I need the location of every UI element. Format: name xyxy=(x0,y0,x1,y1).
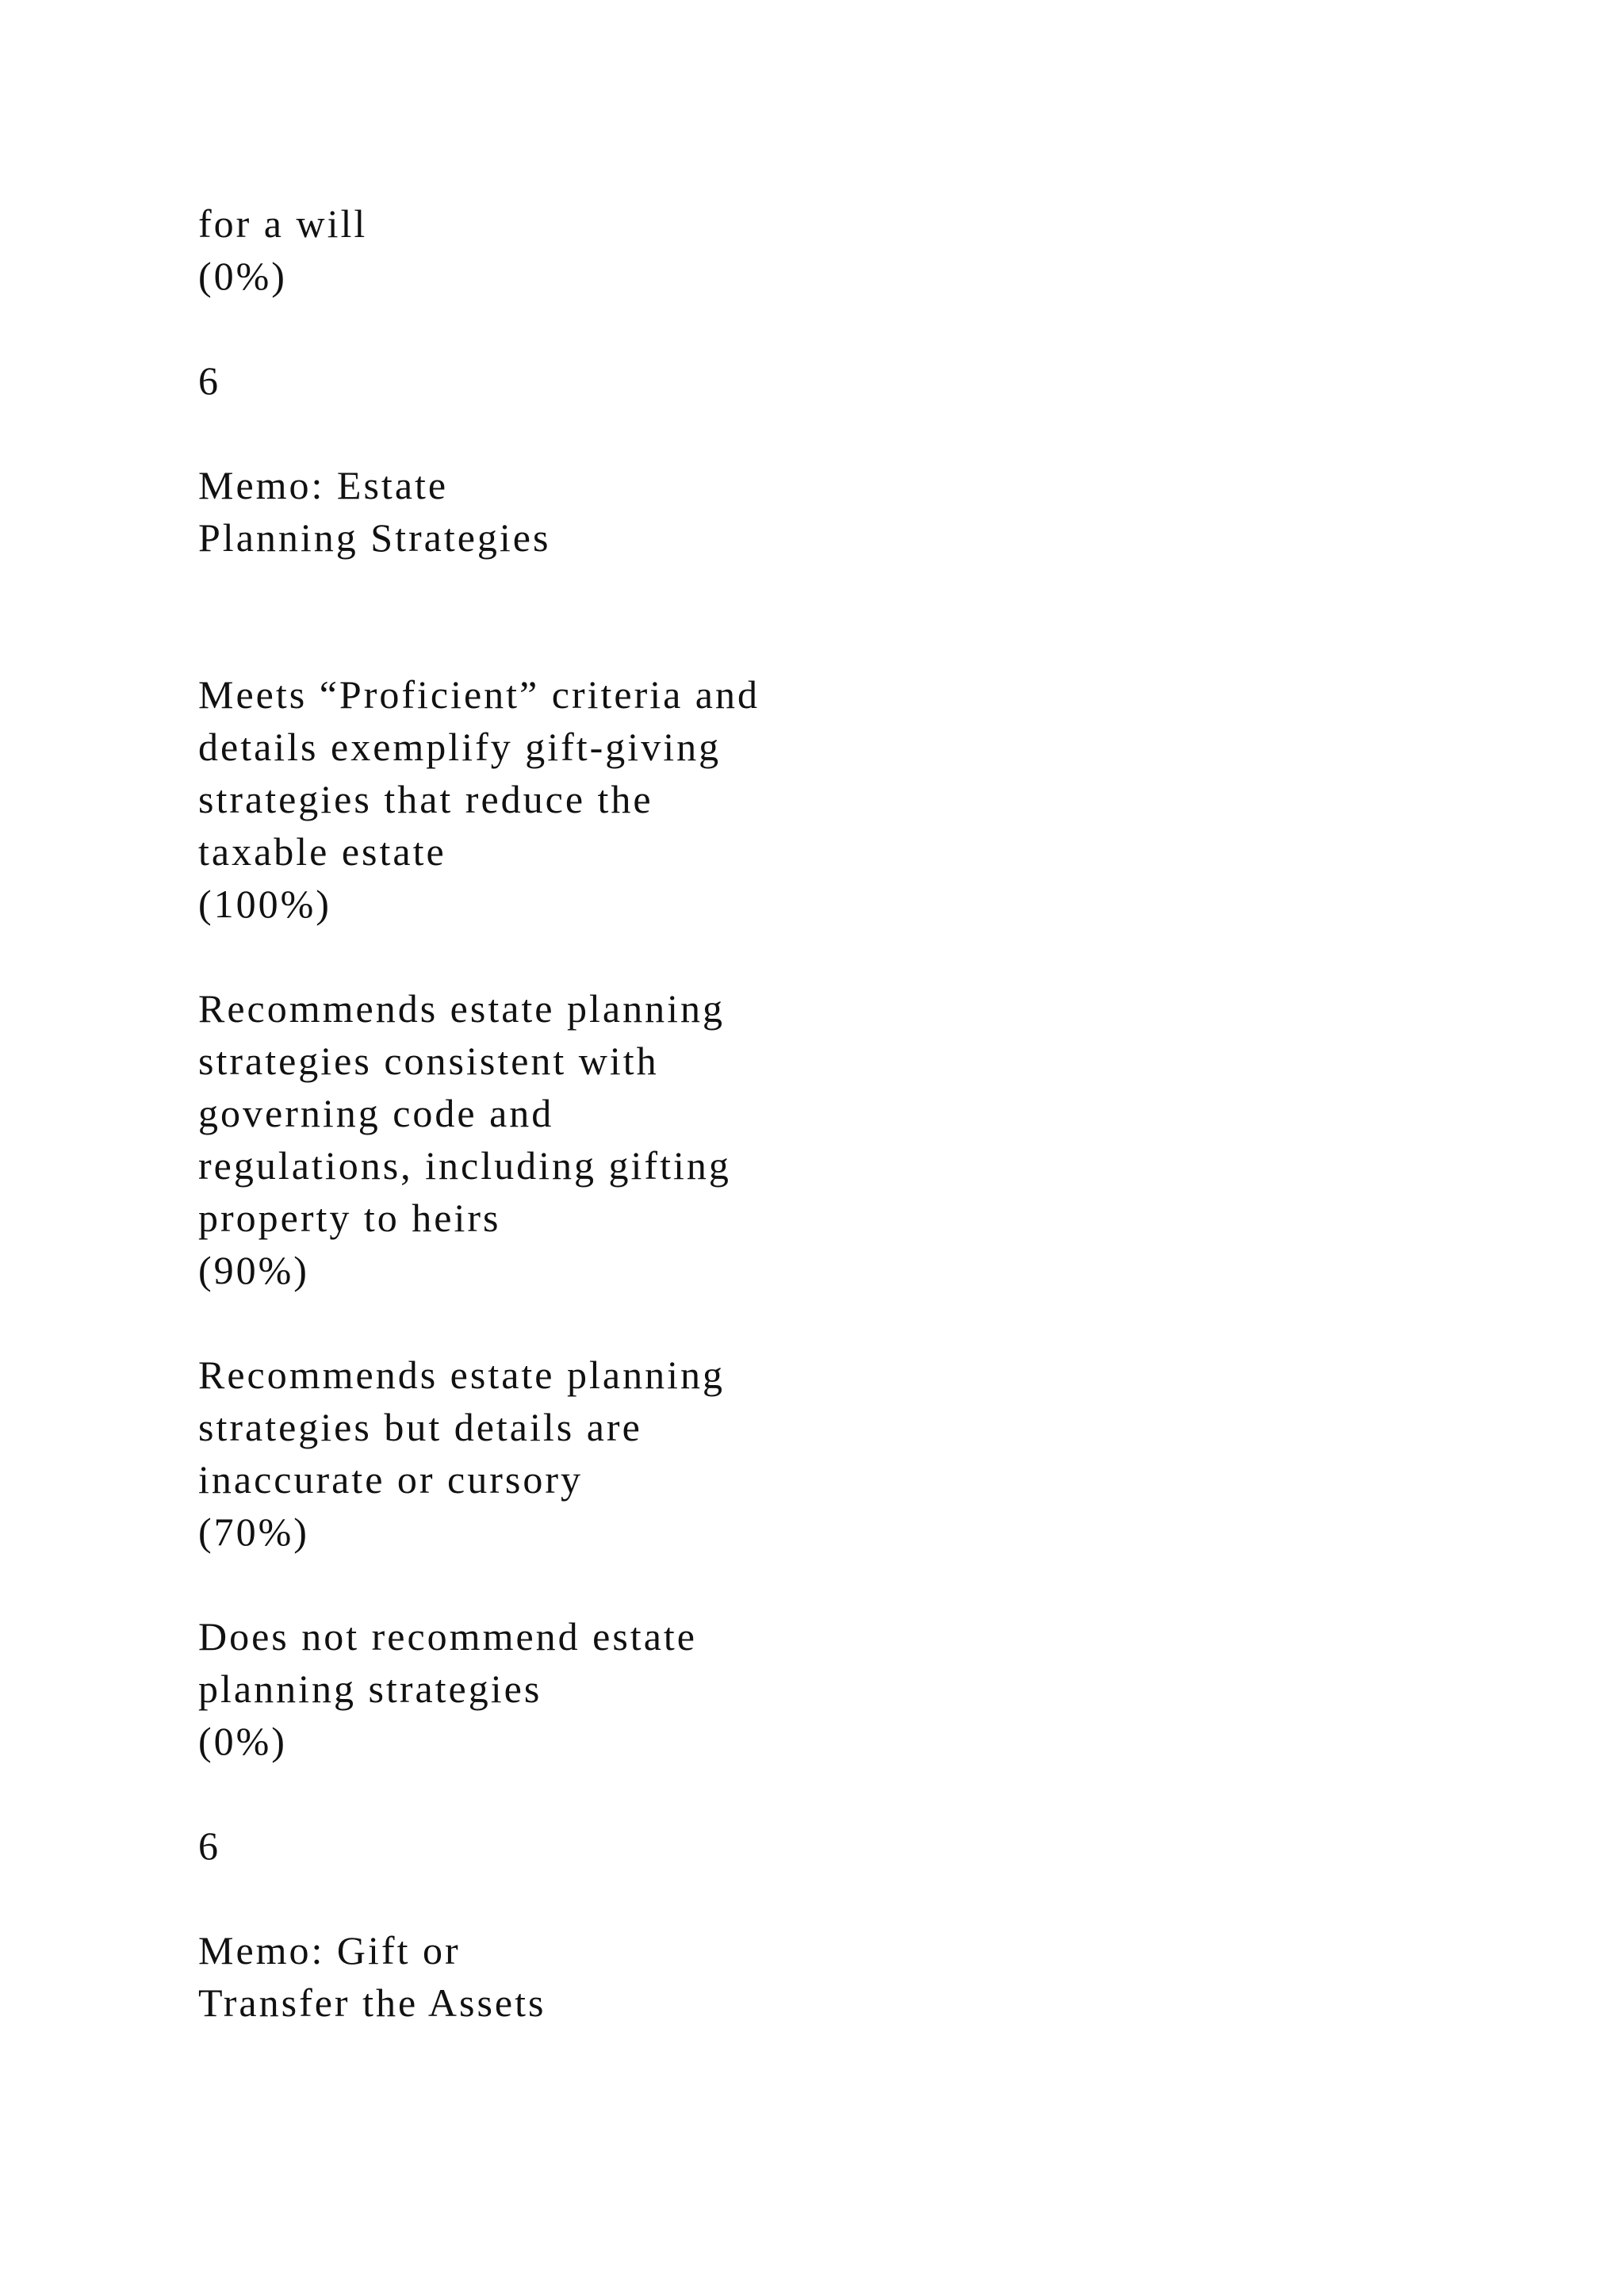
text-line: governing code and xyxy=(198,1091,554,1135)
text-line: for a will xyxy=(198,201,368,246)
text-line: details exemplify gift-giving xyxy=(198,725,722,769)
section-title-line: Transfer the Assets xyxy=(198,1980,546,2025)
text-line: regulations, including gifting xyxy=(198,1143,731,1188)
text-line: planning strategies xyxy=(198,1667,542,1711)
section-title-line: Planning Strategies xyxy=(198,515,551,560)
section-title-line: Memo: Gift or xyxy=(198,1928,461,1973)
text-line: strategies that reduce the xyxy=(198,777,653,821)
text-line: Recommends estate planning xyxy=(198,986,725,1031)
text-line: 6 xyxy=(198,1823,220,1868)
text-line: strategies consistent with xyxy=(198,1039,659,1083)
text-line: strategies but details are xyxy=(198,1405,642,1449)
text-line: taxable estate xyxy=(198,829,446,874)
text-line: (0%) xyxy=(198,1719,287,1763)
text-line: (90%) xyxy=(198,1248,309,1292)
text-line: inaccurate or cursory xyxy=(198,1457,583,1502)
text-line: Recommends estate planning xyxy=(198,1353,725,1397)
text-line: Meets “Proficient” criteria and xyxy=(198,672,760,717)
text-line: (70%) xyxy=(198,1510,309,1554)
text-line: (100%) xyxy=(198,882,331,926)
text-line: Does not recommend estate xyxy=(198,1614,697,1659)
text-line: (0%) xyxy=(198,254,287,298)
section-title-line: Memo: Estate xyxy=(198,463,449,507)
text-line: 6 xyxy=(198,358,220,403)
text-line: property to heirs xyxy=(198,1196,501,1240)
